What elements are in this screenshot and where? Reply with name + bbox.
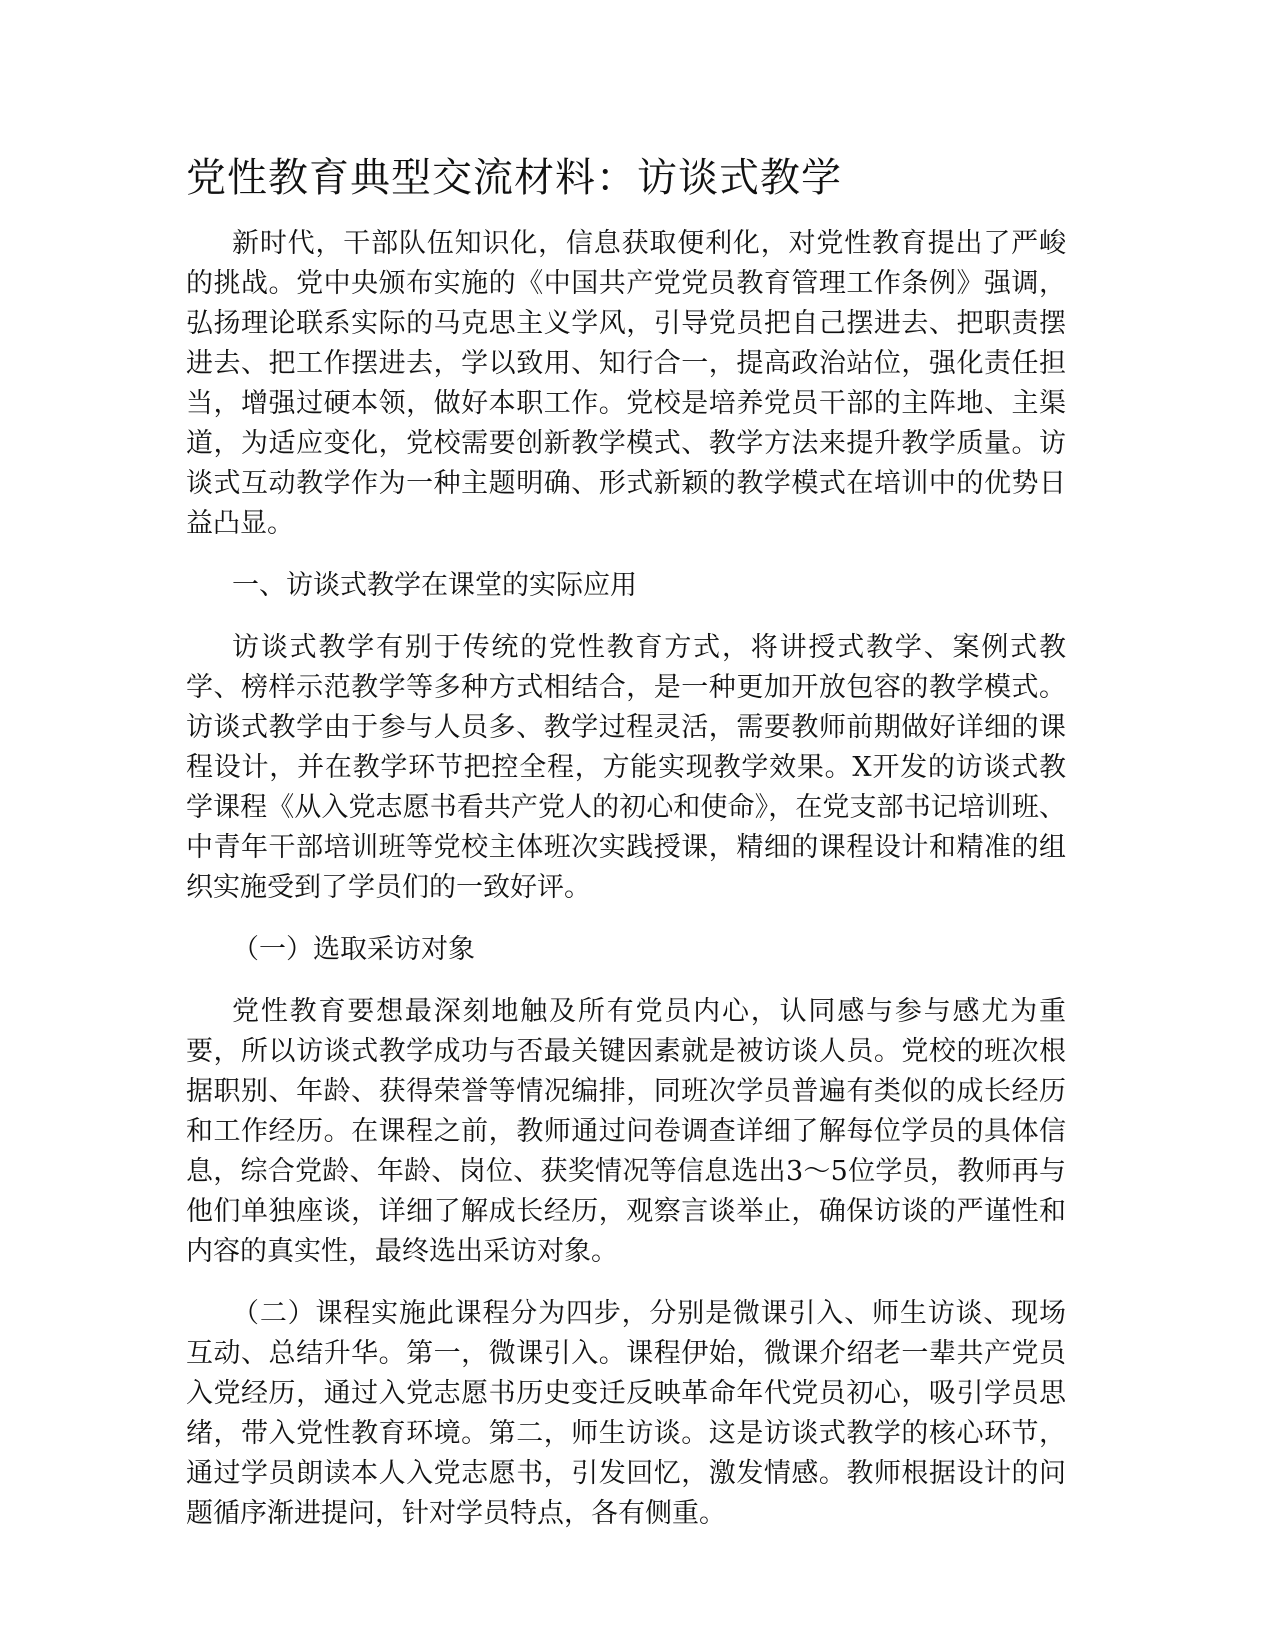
section-heading-1: 一、访谈式教学在课堂的实际应用 [232,570,637,601]
document-title: 党性教育典型交流材料：访谈式教学 [186,155,842,201]
paragraph-application: 访谈式教学有别于传统的党性教育方式，将讲授式教学、案例式教学、榜样示范教学等多种方式相结合，是一种更加开放包容的教学模式。访谈式教学由于参与人员多、教学过程灵活，需要教师前期做好详细的课程设计，并在教学环节把控全程，方能实现教学效果。X开发的访谈式教学课程《从入党志愿书看共产党人的初心和使命》，在党支部书记培训班、中青年干部培训班等党校主体班次实践授课，精细的课程设计和精准的组织实施受到了学员们的一致好评。 [186,632,1066,903]
subsection-heading-1: （一）选取采访对象 [232,934,475,965]
paragraph-selection: 党性教育要想最深刻地触及所有党员内心，认同感与参与感尤为重要，所以访谈式教学成功与否最关键因素就是被访谈人员。党校的班次根据职别、年龄、获得荣誉等情况编排，同班次学员普遍有类似的成长经历和工作经历。在课程之前，教师通过问卷调查详细了解每位学员的具体信息，综合党龄、年龄、岗位、获奖情况等信息选出3～5位学员，教师再与他们单独座谈，详细了解成长经历，观察言谈举止，确保访谈的严谨性和内容的真实性，最终选出采访对象。 [186,996,1066,1267]
paragraph-intro: 新时代，干部队伍知识化，信息获取便利化，对党性教育提出了严峻的挑战。党中央颁布实施的《中国共产党党员教育管理工作条例》强调，弘扬理论联系实际的马克思主义学风，引导党员把自己摆进去、把职责摆进去、把工作摆进去，学以致用、知行合一，提高政治站位，强化责任担当，增强过硬本领，做好本职工作。党校是培养党员干部的主阵地、主渠道，为适应变化，党校需要创新教学模式、教学方法来提升教学质量。访谈式互动教学作为一种主题明确、形式新颖的教学模式在培训中的优势日益凸显。 [186,228,1066,539]
document-body [186,224,1066,1556]
paragraph-implementation: （二）课程实施此课程分为四步，分别是微课引入、师生访谈、现场互动、总结升华。第一，微课引入。课程伊始，微课介绍老一辈共产党员入党经历，通过入党志愿书历史变迁反映革命年代党员初心，吸引学员思绪，带入党性教育环境。第二，师生访谈。这是访谈式教学的核心环节，通过学员朗读本人入党志愿书，引发回忆，激发情感。教师根据设计的问题循序渐进提问，针对学员特点，各有侧重。 [186,1298,1066,1529]
